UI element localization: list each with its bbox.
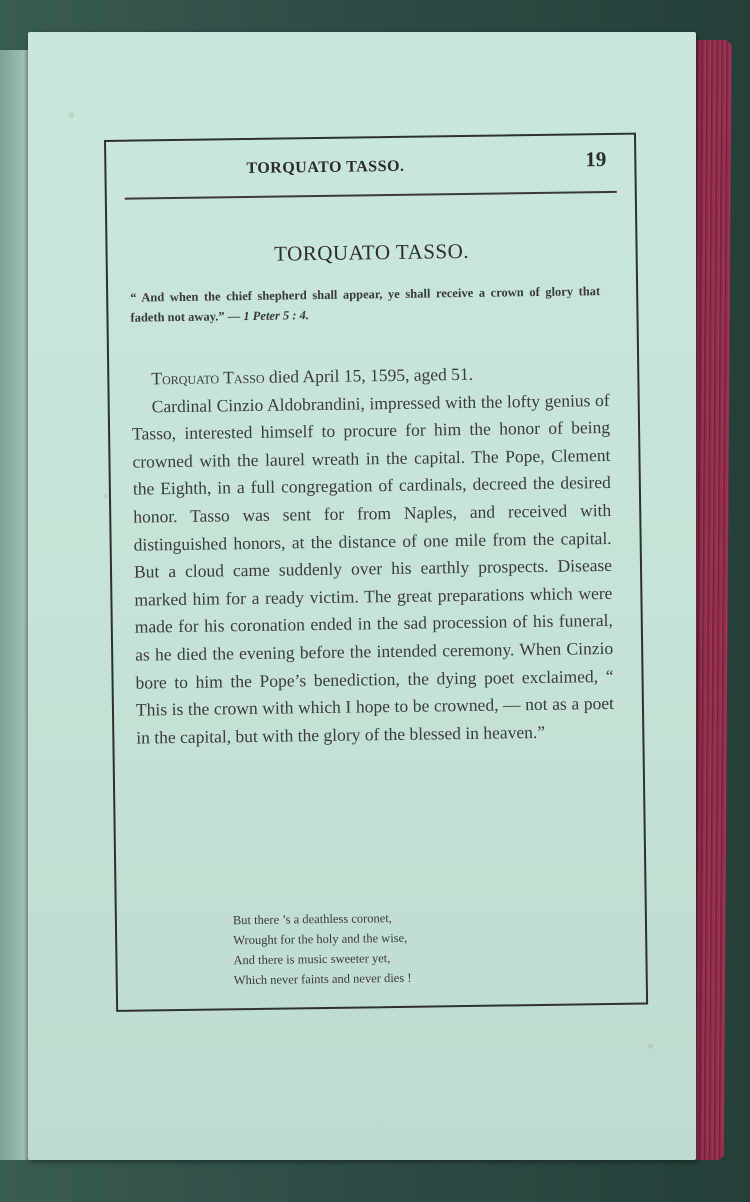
epigraph [130,281,601,328]
chapter-title: TORQUATO TASSO. [273,238,470,266]
page-speck [68,112,74,118]
verse-stanza [233,908,412,990]
verse-line: But there ’s a deathless coronet, [232,911,392,928]
body-lead-name: Torquato Tasso [151,366,265,389]
page-number: 19 [585,146,607,172]
body-first-sentence: died April 15, 1595, aged 51. [268,363,474,387]
page-speck [648,1044,653,1049]
text-frame [104,133,648,1012]
verse-line: Which never faints and never dies ! [233,970,412,988]
body-paragraph: Cardinal Cinzio Aldobrandini, impressed with the lofty genius of Tasso, interested himself to procure for him the honor of being crowned with the laurel wreath in the capital. The Pope, Clement the Eighth, in a full congregation of cardinals, decreed the desired honor. Tasso was sent for from Naples, and received with distinguished honors, at the distance of one mile from the capital. But a cloud came suddenly over his earthly prospects. Disease marked him for a ready victim. The great preparations which were made for his coronation ended in the sad procession of his funeral, as he died the evening before the intended ceremony. When Cinzio bore to him the Pope’s benediction, the dying poet exclaimed, “ This is the crown with which I hope to be crowned, — not as a poet in the capital, but with the glory of the blessed in heaven.” [131,389,615,748]
head-rule-divider [125,191,617,200]
running-head [106,147,634,190]
verse-line: And there is music sweeter yet, [233,951,391,968]
epigraph-text: “ And when the chief shepherd shall appear, ye shall receive a crown of glory that fadeth not away.” — [130,284,601,325]
verse-line: Wrought for the holy and the wise, [233,930,408,948]
epigraph-reference: 1 Peter 5 : 4. [243,308,310,324]
body-text [131,359,614,752]
running-head-title: TORQUATO TASSO. [246,157,405,178]
page-speck [104,494,108,498]
